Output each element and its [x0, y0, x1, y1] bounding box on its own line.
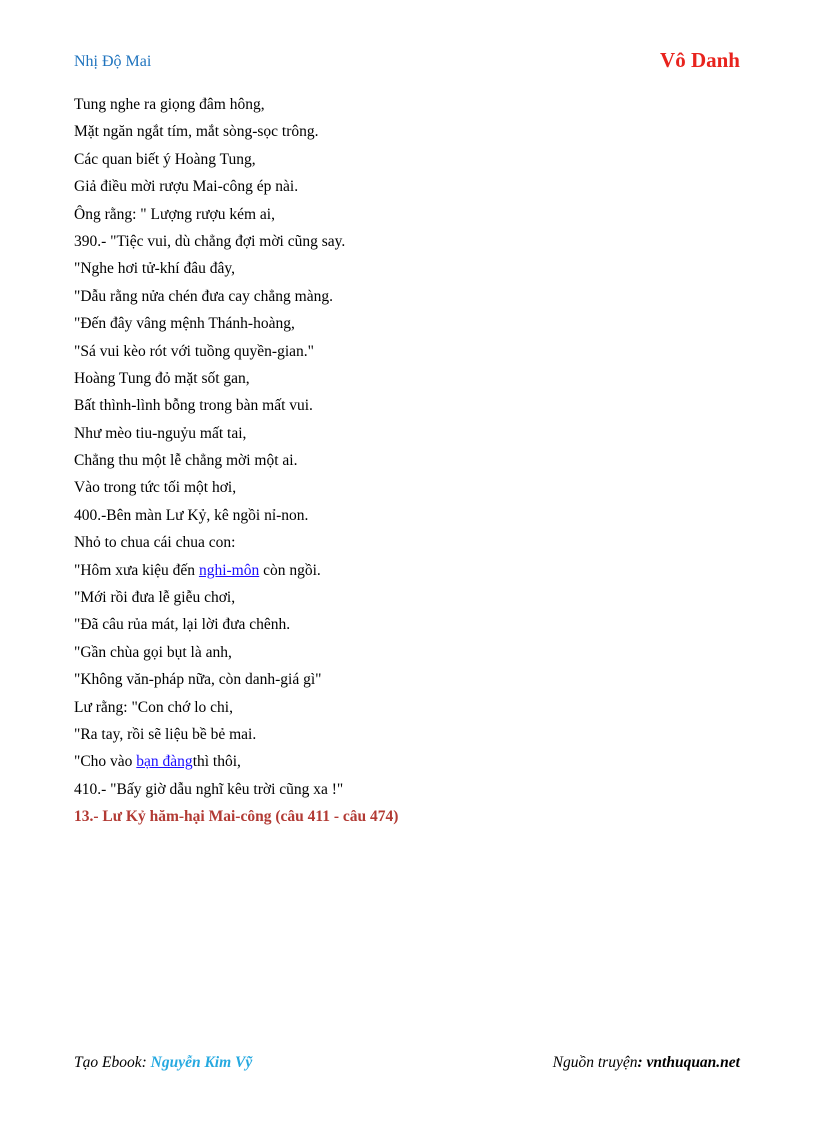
poem-body: [74, 93, 734, 833]
poem-line: Tung nghe ra giọng đâm hông,: [74, 96, 265, 113]
poem-line: 390.- "Tiệc vui, dù chẳng đợi mời cũng say.: [74, 232, 346, 250]
book-title: Nhị Độ Mai: [74, 53, 152, 70]
nghi-mon-link[interactable]: nghi-môn: [198, 561, 260, 579]
poem-line: Ông rằng: " Lượng rượu kém ai,: [74, 205, 275, 223]
poem-line: "Gần chùa gọi bụt là anh,: [74, 643, 232, 661]
poem-line-text: "Cho vào: [74, 753, 137, 771]
poem-line: Bất thình-lình bỗng trong bàn mất vui.: [74, 397, 313, 415]
page-footer: [74, 1054, 740, 1076]
author-name: Vô Danh: [660, 48, 740, 72]
poem-line-text: "Hôm xưa kiệu đến: [74, 561, 199, 579]
source-site: vnthuquan.net: [646, 1054, 740, 1071]
poem-line: Chẳng thu một lễ chẳng mời một ai.: [74, 452, 298, 470]
poem-line: "Sá vui kèo rót với tuồng quyền-gian.": [74, 342, 314, 360]
poem-line: "Nghe hơi tử-khí đâu đây,: [74, 260, 235, 278]
poem-line: Nhỏ to chua cái chua con:: [74, 534, 236, 552]
poem-line: 400.-Bên màn Lư Kỷ, kê ngồi nỉ-non.: [74, 506, 309, 524]
poem-line: Như mèo tiu-nguỷu mất tai,: [74, 424, 247, 442]
poem-line: "Không văn-pháp nữa, còn danh-giá gì": [74, 671, 322, 689]
poem-line: "Ra tay, rồi sẽ liệu bề bẻ mai.: [74, 725, 257, 743]
source-label: Nguồn truyện: [552, 1054, 638, 1071]
poem-line: Lư rằng: "Con chớ lo chi,: [74, 698, 233, 716]
poem-line: "Mới rồi đưa lễ giễu chơi,: [74, 589, 236, 607]
poem-line: "Dẫu rằng nửa chén đưa cay chẳng màng.: [74, 287, 333, 305]
poem-line-text: còn ngồi.: [259, 561, 321, 579]
poem-line: Hoàng Tung đỏ mặt sốt gan,: [74, 369, 250, 387]
section-heading: 13.- Lư Kỷ hăm-hại Mai-công (câu 411 - câu 474): [74, 808, 399, 826]
poem-line: "Đã câu rủa mát, lại lời đưa chênh.: [74, 616, 291, 634]
source-credit: Nguồn truyện: vnthuquan.net: [552, 1054, 740, 1071]
poem-line: [74, 750, 734, 777]
poem-line: "Đến đây vâng mệnh Thánh-hoàng,: [74, 315, 295, 333]
ban-dang-link[interactable]: bạn đàng: [136, 753, 193, 771]
poem-line: 410.- "Bấy giờ dẫu nghĩ kêu trời cũng xa !": [74, 780, 344, 798]
poem-line: Giả điều mời rượu Mai-công ép nài.: [74, 178, 299, 196]
ebook-label: Tạo Ebook: [74, 1054, 142, 1071]
poem-line: Mặt ngăn ngắt tím, mắt sòng-sọc trông.: [74, 123, 319, 141]
ebook-creator-name: Nguyễn Kim Vỹ: [150, 1054, 253, 1071]
page-header: [74, 48, 740, 76]
poem-line: Các quan biết ý Hoàng Tung,: [74, 150, 256, 168]
poem-line: Vào trong tức tối một hơi,: [74, 479, 237, 497]
ebook-credit: Tạo Ebook: Nguyễn Kim Vỹ: [74, 1054, 253, 1071]
poem-line: [74, 559, 734, 586]
poem-line-text: thì thôi,: [192, 753, 241, 771]
